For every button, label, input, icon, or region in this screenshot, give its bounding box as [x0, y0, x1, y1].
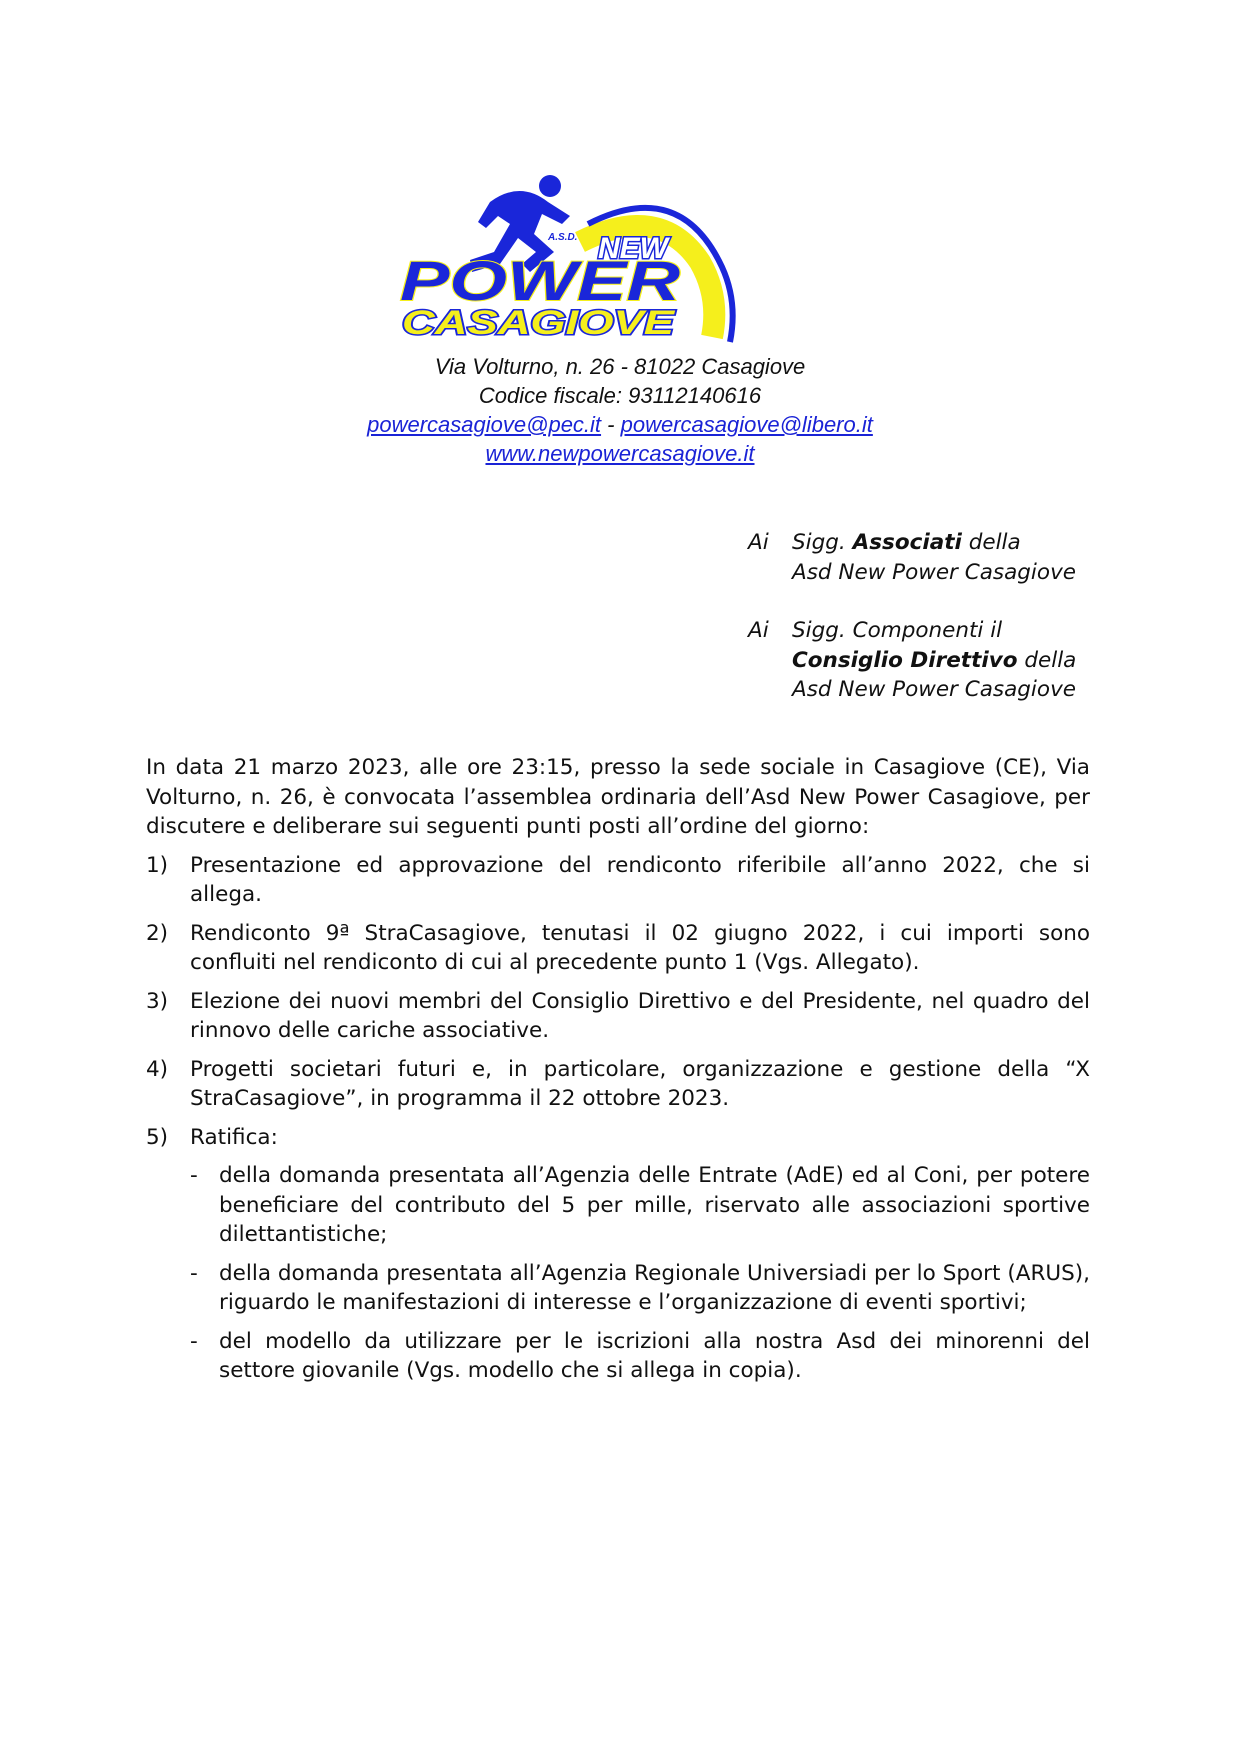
letter-body: [146, 753, 1090, 1395]
agenda-text: Ratifica:: [190, 1124, 278, 1150]
recipient-prefix: Ai: [748, 530, 769, 555]
agenda-number: 2): [146, 920, 169, 946]
ratifica-text: della domanda presentata all’Agenzia delle Entrate (AdE) ed al Coni, per potere beneficiare del contributo del 5 per mille, riservato alle associazioni sportive dilettantistiche;: [219, 1163, 1090, 1247]
agenda-item: [146, 919, 1090, 978]
recipient-line: [792, 528, 1076, 558]
email-line: [0, 410, 1240, 439]
agenda-number: 5): [146, 1124, 169, 1150]
recipient-line: [792, 646, 1076, 676]
recipient-text: della: [961, 530, 1021, 555]
email-pec-link[interactable]: powercasagiove@pec.it: [367, 412, 602, 437]
agenda-number: 1): [146, 852, 169, 878]
email-separator: -: [601, 412, 621, 437]
agenda-item: [146, 1055, 1090, 1114]
recipient-bold-text: Consiglio Direttivo: [792, 647, 1018, 673]
logo-word-new: NEW: [598, 232, 668, 265]
logo-asd-tag: A.S.D.: [548, 232, 578, 243]
fiscal-code-line: Codice fiscale: 93112140616: [478, 383, 762, 408]
recipient-consiglio: [748, 616, 1168, 705]
recipient-line: Asd New Power Casagiove: [792, 559, 1077, 585]
agenda-text: Progetti societari futuri e, in particolare, organizzazione e gestione della “X StraCasagiove”, in programma il 22 ottobre 2023.: [190, 1056, 1090, 1111]
agenda-text: Presentazione ed approvazione del rendiconto riferibile all’anno 2022, che si allega.: [190, 852, 1090, 907]
agenda-text: Elezione dei nuovi membri del Consiglio Direttivo e del Presidente, nel quadro del rinnovo delle cariche associative.: [190, 988, 1090, 1043]
recipient-text: della: [1017, 647, 1077, 673]
recipient-bold-text: Associati: [852, 530, 962, 555]
club-logo: [400, 172, 810, 357]
ratifica-text: della domanda presentata all’Agenzia Regionale Universiadi per lo Sport (ARUS), riguardo le manifestazioni di interesse e l’organizzazione di eventi sportivi;: [219, 1260, 1090, 1315]
ratifica-item: [190, 1259, 1090, 1318]
recipients-block: [748, 528, 1168, 734]
agenda-item: [146, 851, 1090, 910]
logo-word-casagiove: CASAGIOVE: [402, 304, 676, 342]
email-libero-link[interactable]: powercasagiove@libero.it: [620, 412, 873, 437]
agenda-item: [146, 987, 1090, 1046]
ratifica-item: [190, 1161, 1090, 1250]
agenda-text: Rendiconto 9ª StraCasagiove, tenutasi il 02 giugno 2022, i cui importi sono confluiti nel rendiconto di cui al precedente punto 1 (Vgs. Allegato).: [190, 920, 1090, 975]
recipient-associati: [748, 528, 1168, 587]
ratifica-text: del modello da utilizzare per le iscrizioni alla nostra Asd dei minorenni del settore giovanile (Vgs. modello che si allega in copia).: [219, 1328, 1090, 1383]
recipient-prefix: Ai: [748, 618, 769, 643]
agenda-number: 3): [146, 988, 169, 1014]
list-dash: -: [190, 1260, 198, 1286]
ratifica-item: [190, 1327, 1090, 1386]
recipient-text: Sigg.: [792, 530, 853, 555]
logo-word-power: POWER: [400, 249, 681, 312]
agenda-number: 4): [146, 1056, 169, 1082]
website-link[interactable]: www.newpowercasagiove.it: [485, 441, 755, 466]
list-dash: -: [190, 1163, 198, 1188]
list-dash: -: [190, 1328, 198, 1354]
address-line: Via Volturno, n. 26 - 81022 Casagiove: [434, 354, 806, 379]
letterhead: [0, 352, 1240, 468]
intro-paragraph: In data 21 marzo 2023, alle ore 23:15, presso la sede sociale in Casagiove (CE), Via Volturno, n. 26, è convocata l’assemblea ordinaria dell’Asd New Power Casagiove, per discutere e deliberare sui seguenti punti posti all’ordine del giorno:: [146, 755, 1090, 839]
recipient-line: Asd New Power Casagiove: [792, 677, 1077, 702]
recipient-line: Sigg. Componenti il: [792, 618, 1003, 643]
agenda-item: [146, 1123, 1090, 1153]
website-line: [0, 439, 1240, 468]
